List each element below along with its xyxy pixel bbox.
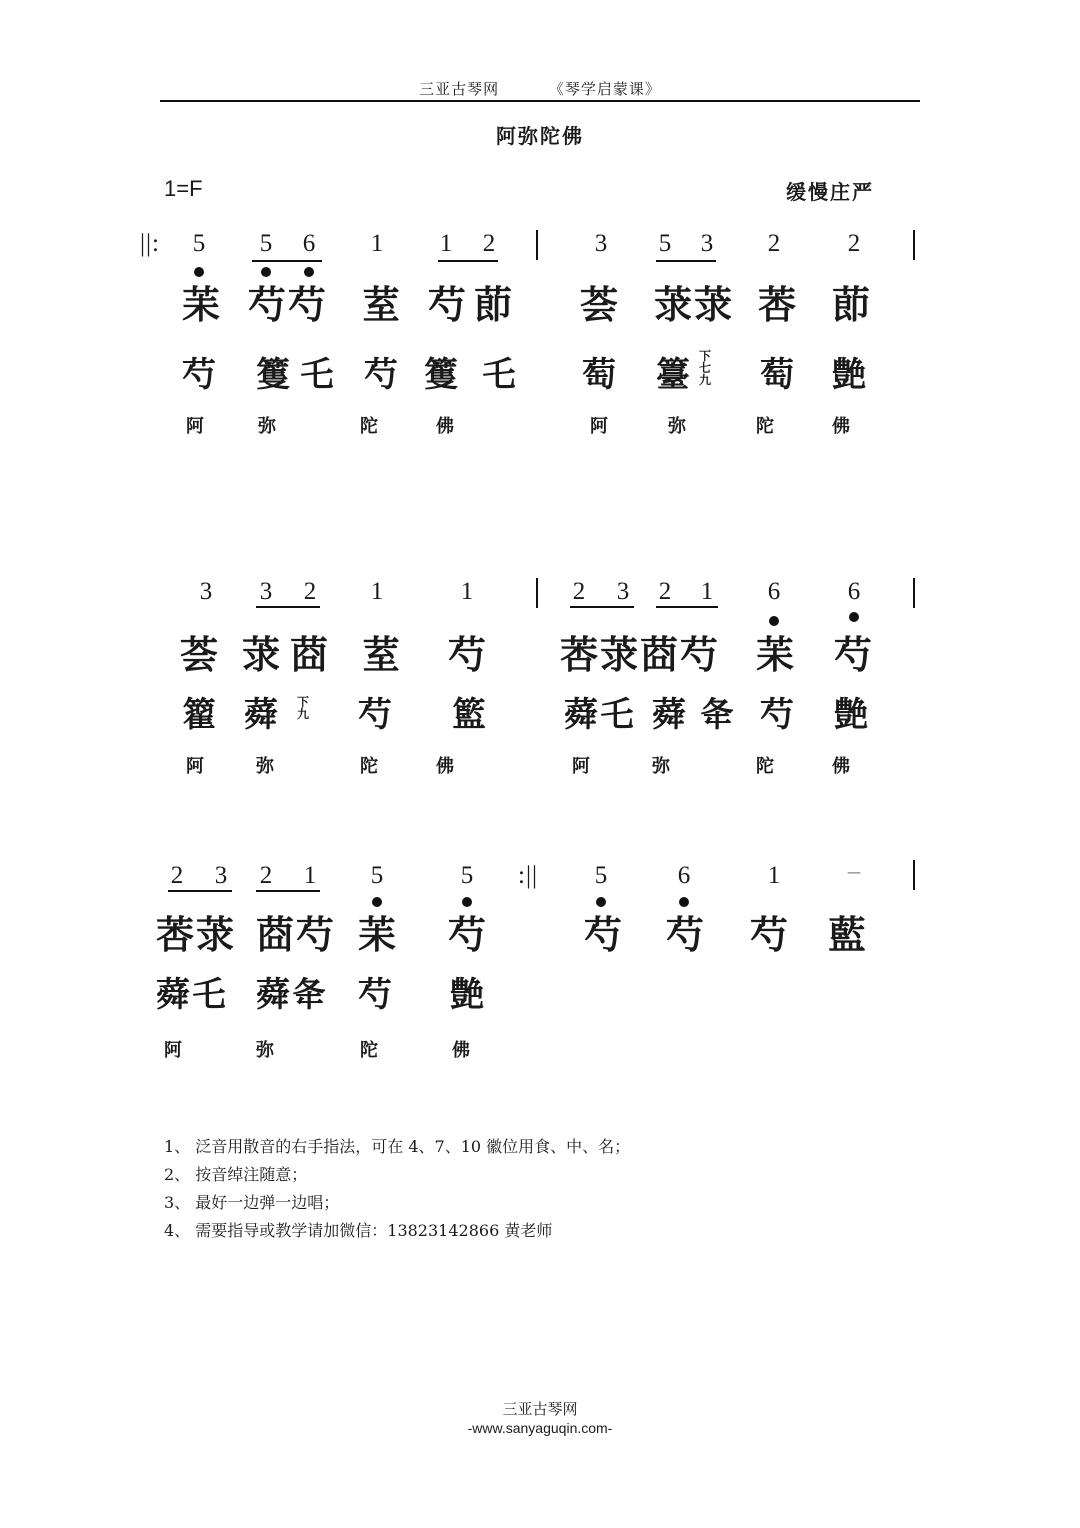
jianzi: 藍 <box>828 913 869 957</box>
note: 3 <box>259 578 273 605</box>
note: 2 <box>767 230 781 257</box>
jianzi: 籃 <box>452 695 488 735</box>
header-site: 三亚古琴网 <box>419 80 500 98</box>
lyric: 弥 <box>256 756 274 777</box>
jianzi: 莍 <box>242 633 283 677</box>
jianzi: 苿 <box>358 913 399 957</box>
jianzi: 芍芍 <box>248 283 329 327</box>
note-item: 4、 需要指导或教学请加微信：13823142866 黄老师 <box>164 1221 553 1240</box>
lyric: 弥 <box>258 416 276 437</box>
jianzi: 芍 <box>760 695 796 735</box>
note: 2 <box>658 578 672 605</box>
jianzi: 蕣 <box>652 695 688 735</box>
small-char: 九 <box>296 707 309 721</box>
octave-dot <box>462 897 472 907</box>
jianzi: 莕 <box>758 283 799 327</box>
note: 1 <box>460 578 474 605</box>
footer-url: -www.sanyaguqin.com- <box>467 1420 613 1436</box>
jianzi: 籆 <box>256 355 292 395</box>
octave-dot <box>596 897 606 907</box>
bar-line <box>536 578 538 608</box>
lyric: 陀 <box>360 1040 378 1061</box>
jianzi: 芍 <box>364 355 400 395</box>
note: 5 <box>370 862 384 889</box>
header-course: 《琴学启蒙课》 <box>548 80 661 98</box>
lyric: 陀 <box>756 756 774 777</box>
jianzi: 蕣 <box>244 695 280 735</box>
beat-underline <box>256 606 320 608</box>
jianzi: 萄 <box>760 355 796 395</box>
note: 6 <box>767 578 781 605</box>
jianzi: 芍 <box>584 913 625 957</box>
lyric: 陀 <box>360 756 378 777</box>
xia-qi-jiu-annotation <box>698 350 712 386</box>
jianzi: 萄 <box>582 355 618 395</box>
note: 6 <box>302 230 316 257</box>
lyric: 阿 <box>164 1040 182 1061</box>
jianzi: 蕣夅 <box>256 975 328 1015</box>
small-char: 七 <box>698 361 711 375</box>
jianzi: 莭 <box>832 283 873 327</box>
jianzi: 芍 <box>358 975 394 1015</box>
note-item: 1、 泛音用散音的右手指法，可在 4、7、10 徽位用食、中、名； <box>164 1137 631 1156</box>
lyric: 佛 <box>436 416 454 437</box>
note: 2 <box>847 230 861 257</box>
jianzi: 荟 <box>180 633 221 677</box>
bar-line <box>913 860 915 890</box>
octave-dot <box>849 612 859 622</box>
beat-underline <box>570 606 634 608</box>
lyric: 佛 <box>832 416 850 437</box>
octave-dot <box>679 897 689 907</box>
jianzi: 芍 <box>448 633 489 677</box>
note: 1 <box>303 862 317 889</box>
page-header <box>160 78 920 99</box>
note: 3 <box>214 862 228 889</box>
jianzi: 莔芍 <box>256 913 337 957</box>
lyric: 阿 <box>186 416 204 437</box>
note: 2 <box>303 578 317 605</box>
jianzi: 莔 <box>290 633 331 677</box>
lyric: 弥 <box>652 756 670 777</box>
note: 2 <box>482 230 496 257</box>
note: – <box>847 858 861 885</box>
octave-dot <box>769 616 779 626</box>
note: 5 <box>460 862 474 889</box>
note: 1 <box>700 578 714 605</box>
jianzi: 芍 <box>182 355 218 395</box>
lyric: 阿 <box>572 756 590 777</box>
beat-underline <box>656 606 718 608</box>
jianzi: 籉 <box>656 355 692 395</box>
xia-jiu-annotation <box>296 696 310 720</box>
lyric: 陀 <box>756 416 774 437</box>
jianzi: 芍 <box>750 913 791 957</box>
footer-site: 三亚古琴网 <box>502 1400 578 1418</box>
note: 5 <box>658 230 672 257</box>
jianzi: 蕣乇 <box>564 695 636 735</box>
note: 5 <box>192 230 206 257</box>
jianzi: 乇 <box>482 355 518 395</box>
jianzi: 荎 <box>362 633 403 677</box>
beat-underline <box>656 260 716 262</box>
jianzi: 芍 <box>666 913 707 957</box>
lyric: 佛 <box>832 756 850 777</box>
note: 3 <box>594 230 608 257</box>
page-title: 阿弥陀佛 <box>496 124 584 148</box>
jianzi: 艶 <box>834 695 870 735</box>
jianzi: 夅 <box>700 695 736 735</box>
jianzi: 芍 <box>834 633 875 677</box>
jianzi: 乇 <box>300 355 336 395</box>
jianzi: 艶 <box>832 355 868 395</box>
beat-underline <box>252 260 322 262</box>
note: 2 <box>572 578 586 605</box>
beat-underline <box>438 260 498 262</box>
jianzi: 艶 <box>450 975 486 1015</box>
note: 5 <box>594 862 608 889</box>
jianzi: 荟 <box>580 283 621 327</box>
lyric: 陀 <box>360 416 378 437</box>
bar-line <box>913 230 915 260</box>
jianzi: 莕莍 <box>156 913 237 957</box>
jianzi: 苿 <box>182 283 223 327</box>
lyric: 弥 <box>256 1040 274 1061</box>
jianzi: 蕣乇 <box>156 975 228 1015</box>
key-signature: 1=F <box>164 176 203 201</box>
note: 2 <box>170 862 184 889</box>
note: 6 <box>847 578 861 605</box>
note: 2 <box>259 862 273 889</box>
tempo-marking: 缓慢庄严 <box>786 180 874 204</box>
lyric: 弥 <box>668 416 686 437</box>
header-rule <box>160 100 920 102</box>
bar-line <box>536 230 538 260</box>
small-char: 九 <box>698 373 711 387</box>
octave-dot <box>304 267 314 277</box>
note: 1 <box>370 578 384 605</box>
jianzi: 籆 <box>424 355 460 395</box>
octave-dot <box>372 897 382 907</box>
octave-dot <box>261 267 271 277</box>
note: 5 <box>259 230 273 257</box>
octave-dot <box>194 267 204 277</box>
note: 3 <box>616 578 630 605</box>
bar-line <box>913 578 915 608</box>
jianzi: 荎 <box>362 283 403 327</box>
repeat-start: ||: <box>140 230 160 257</box>
lyric: 佛 <box>436 756 454 777</box>
beat-underline <box>256 890 320 892</box>
jianzi: 芍 <box>358 695 394 735</box>
lyric: 阿 <box>186 756 204 777</box>
note-item: 3、 最好一边弹一边唱； <box>164 1193 340 1212</box>
small-char: 下 <box>698 349 711 363</box>
repeat-end: :|| <box>518 862 538 889</box>
jianzi: 莭 <box>474 283 515 327</box>
note-item: 2、 按音绰注随意； <box>164 1165 308 1184</box>
note: 1 <box>370 230 384 257</box>
note: 3 <box>199 578 213 605</box>
lyric: 阿 <box>590 416 608 437</box>
jianzi: 苿 <box>756 633 797 677</box>
note: 6 <box>677 862 691 889</box>
small-char: 下 <box>296 695 309 709</box>
jianzi: 芍 <box>428 283 469 327</box>
note: 1 <box>767 862 781 889</box>
jianzi: 籊 <box>182 695 218 735</box>
lyric: 佛 <box>452 1040 470 1061</box>
jianzi: 芍 <box>448 913 489 957</box>
jianzi: 莕莍莔芍 <box>560 633 721 677</box>
jianzi: 莍莍 <box>654 283 735 327</box>
beat-underline <box>168 890 232 892</box>
note: 3 <box>700 230 714 257</box>
note: 1 <box>439 230 453 257</box>
